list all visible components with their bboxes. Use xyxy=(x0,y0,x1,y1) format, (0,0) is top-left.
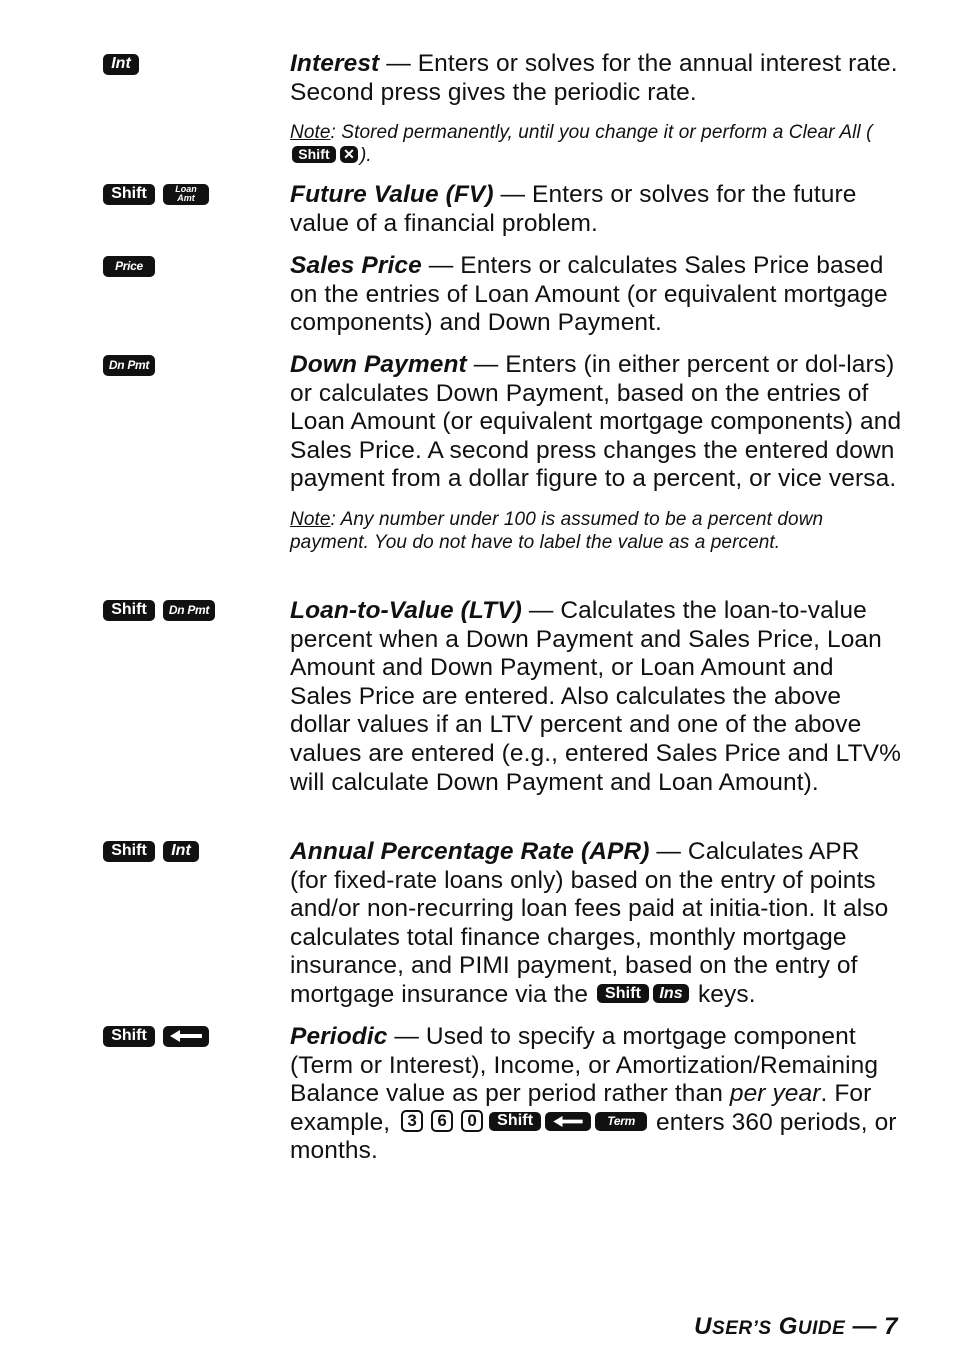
entry-term: Interest xyxy=(290,50,380,77)
entry-body xyxy=(290,181,902,238)
page-number: — 7 xyxy=(845,1313,898,1340)
key-sequence xyxy=(103,183,209,205)
entry-text: — Enters or solves for the future value of a financial problem. xyxy=(290,181,857,237)
term-key: Term xyxy=(595,1112,647,1131)
entry-term: Loan-to-Value (LTV) xyxy=(290,597,522,624)
shift-key: Shift xyxy=(103,600,155,621)
entry-text: — Enters or calculates Sales Price based on the entries of Loan Amount (or equivalent mortgage components) and Down Payment. xyxy=(290,252,888,337)
loan-amt-key xyxy=(163,184,209,205)
entry-note xyxy=(290,121,902,167)
key-sequence xyxy=(103,354,155,376)
entry-term: Future Value (FV) xyxy=(290,181,494,208)
note-label: Note xyxy=(290,508,331,530)
entry-text: — Calculates the loan-to-value percent when a Down Payment and Sales Price, Loan Amount and Down Payment, or Loan Amount and Sales Price are entered. Also calculates the above dollar values if an LTV percent and one of the above values are entered (e.g., entered Sales Price and LTV% will calculate Down Payment and Loan Amount). xyxy=(290,597,901,796)
entry-term: Down Payment xyxy=(290,351,467,378)
entry-note xyxy=(290,508,902,554)
footer-s: S xyxy=(758,1318,772,1339)
entry-body xyxy=(290,50,902,167)
key-sequence xyxy=(103,53,139,75)
entry-body xyxy=(290,1023,902,1166)
digit-3-key: 3 xyxy=(401,1110,423,1132)
entry-text-2: . For example, xyxy=(290,1080,872,1136)
price-key: Price xyxy=(103,256,155,277)
entry-text: — Used to specify a mortgage component (Term or Interest), Income, or Amortization/Remaining Balance value as per period rather than xyxy=(290,1023,879,1108)
left-arrow-key xyxy=(163,1026,209,1047)
entry-text: — Enters (in either percent or dol-lars) or calculates Down Payment, based on the entries of Loan Amount (or equivalent mortgage components) and Sales Price. A second press changes the entered down payment from a dollar figure to a percent, or vice versa. xyxy=(290,351,902,493)
page-footer xyxy=(694,1313,898,1341)
left-arrow-icon xyxy=(553,1116,583,1127)
entry-text-italic: per year xyxy=(729,1080,821,1108)
key-sequence xyxy=(103,840,199,862)
int-key: Int xyxy=(103,54,139,75)
entry-body xyxy=(290,351,902,554)
entry-body xyxy=(290,597,902,797)
shift-key: Shift xyxy=(597,984,649,1003)
dn-pmt-key: Dn Pmt xyxy=(103,355,155,376)
note-text-end: ). xyxy=(360,145,372,167)
left-arrow-icon xyxy=(170,1030,202,1042)
loan-amt-key-bottom: Amt xyxy=(177,193,195,203)
note-text: : Any number under 100 is assumed to be a percent down payment. You do not have to label the value as a percent. xyxy=(290,508,824,553)
entry-term: Sales Price xyxy=(290,252,422,279)
footer-ser: SER xyxy=(712,1318,753,1339)
footer-uide: UIDE xyxy=(797,1318,846,1339)
shift-key: Shift xyxy=(292,146,336,163)
dn-pmt-key: Dn Pmt xyxy=(163,600,215,621)
shift-key: Shift xyxy=(103,1026,155,1047)
key-sequence xyxy=(103,1025,209,1047)
digit-6-key: 6 xyxy=(431,1110,453,1132)
footer-u: U xyxy=(694,1313,713,1340)
shift-key: Shift xyxy=(103,841,155,862)
digit-0-key: 0 xyxy=(461,1110,483,1132)
entry-text-end: keys. xyxy=(691,980,756,1008)
int-key: Int xyxy=(163,841,199,862)
entry-term: Annual Percentage Rate (APR) xyxy=(290,838,650,865)
loan-amt-key-top: Loan xyxy=(175,184,197,194)
entry-text: — Enters or solves for the annual interest rate. Second press gives the periodic rate. xyxy=(290,50,898,106)
footer-apos: ’ xyxy=(752,1318,759,1339)
note-text: : Stored permanently, until you change it or perform a Clear All ( xyxy=(330,122,873,144)
key-sequence xyxy=(103,255,155,277)
ins-key: Ins xyxy=(653,984,689,1003)
shift-key: Shift xyxy=(489,1112,541,1131)
entry-text: — Calculates APR (for fixed-rate loans only) based on the entry of points and/or non-recurring loan fees paid at initia-tion. It also calculates total finance charges, monthly mortgage insurance, and PIMI payment, based on the entry of mortgage insurance via the xyxy=(290,838,889,1008)
footer-g: G xyxy=(778,1313,798,1340)
note-label: Note xyxy=(290,122,331,144)
clear-all-key: ✕ xyxy=(340,146,358,163)
left-arrow-key xyxy=(545,1112,591,1131)
entry-body xyxy=(290,838,902,1010)
entry-text-3: enters 360 periods, or months. xyxy=(290,1108,897,1165)
key-sequence xyxy=(103,599,215,621)
entry-body xyxy=(290,252,902,338)
entry-term: Periodic xyxy=(290,1023,388,1050)
shift-key: Shift xyxy=(103,184,155,205)
